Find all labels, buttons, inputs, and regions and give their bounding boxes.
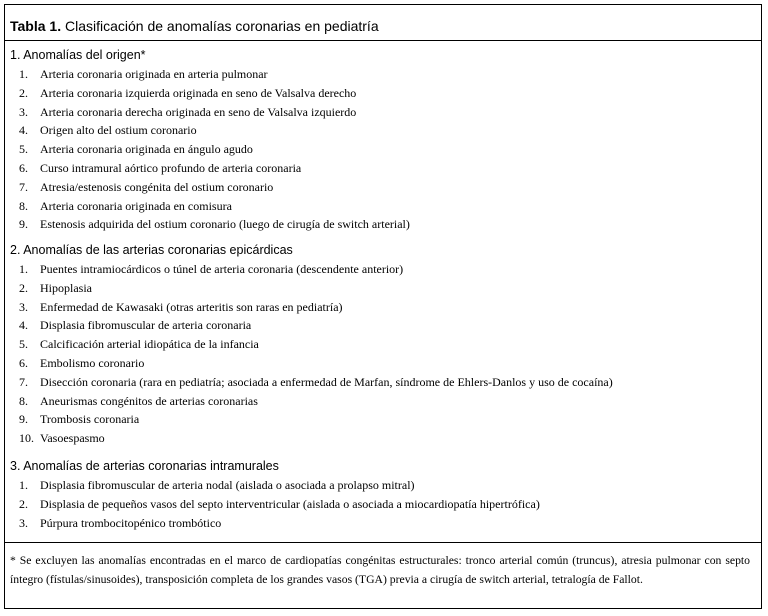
footnote-divider [5, 542, 761, 543]
table-caption: Clasificación de anomalías coronarias en pediatría [64, 18, 379, 34]
list-item: 1. Displasia fibromuscular de arteria nodal (aislada o asociada a prolapso mitral) [19, 478, 415, 492]
section-list-origin [19, 65, 410, 234]
section-heading-origin: 1. Anomalías del origen* [10, 48, 146, 62]
list-item: 8. Arteria coronaria originada en comisura [19, 198, 232, 213]
section-list-epicardial [19, 260, 613, 448]
list-item: 3. Enfermedad de Kawasaki (otras arteritis son raras en pediatría) [19, 299, 343, 314]
list-item: 4. Origen alto del ostium coronario [19, 123, 197, 138]
list-item: 5. Arteria coronaria originada en ángulo agudo [19, 142, 253, 157]
list-item: 3. Arteria coronaria derecha originada en seno de Valsalva izquierdo [19, 104, 357, 119]
list-item: 1. Puentes intramiocárdicos o túnel de arteria coronaria (descendente anterior) [19, 262, 404, 276]
list-item: 7. Disección coronaria (rara en pediatría; asociada a enfermedad de Marfan, síndrome de Ehlers-Danlos y uso de cocaína) [19, 374, 613, 389]
table-label: Tabla 1. [10, 18, 62, 34]
list-item: 2. Hipoplasia [19, 280, 92, 295]
list-item: 5. Calcificación arterial idiopática de la infancia [19, 337, 259, 352]
list-item: 9. Trombosis coronaria [19, 412, 140, 427]
list-item: 2. Displasia de pequeños vasos del septo interventricular (aislada o asociada a miocardiopatía hipertrófica) [19, 496, 540, 511]
list-item: 4. Displasia fibromuscular de arteria coronaria [19, 318, 252, 333]
list-item: 1. Arteria coronaria originada en arteria pulmonar [19, 67, 268, 81]
footnote: * Se excluyen las anomalías encontradas en el marco de cardiopatías congénitas estructurales: tronco arterial común (truncus), atresia pulmonar con septo íntegro (fístulas/sinusoides), transposición completa de los grandes vasos (TGA) previa a cirugía de switch arterial, tetralogía de Fallot. [10, 554, 750, 586]
list-item: 9. Estenosis adquirida del ostium coronario (luego de cirugía de switch arterial) [19, 217, 410, 232]
title-divider [5, 40, 761, 41]
table-title [10, 15, 379, 37]
list-item: 8. Aneurismas congénitos de arterias coronarias [19, 393, 258, 408]
list-item: 6. Embolismo coronario [19, 355, 145, 370]
section-heading-intramural: 3. Anomalías de arterias coronarias intramurales [10, 459, 279, 473]
list-item: 7. Atresia/estenosis congénita del ostium coronario [19, 179, 274, 194]
section-list-intramural [19, 476, 540, 532]
list-item: 3. Púrpura trombocitopénico trombótico [19, 515, 222, 530]
list-item: 2. Arteria coronaria izquierda originada en seno de Valsalva derecho [19, 85, 357, 100]
table-frame [4, 4, 762, 609]
list-item: 10. Vasoespasmo [19, 431, 105, 446]
section-heading-epicardial: 2. Anomalías de las arterias coronarias epicárdicas [10, 243, 293, 257]
list-item: 6. Curso intramural aórtico profundo de arteria coronaria [19, 160, 302, 175]
